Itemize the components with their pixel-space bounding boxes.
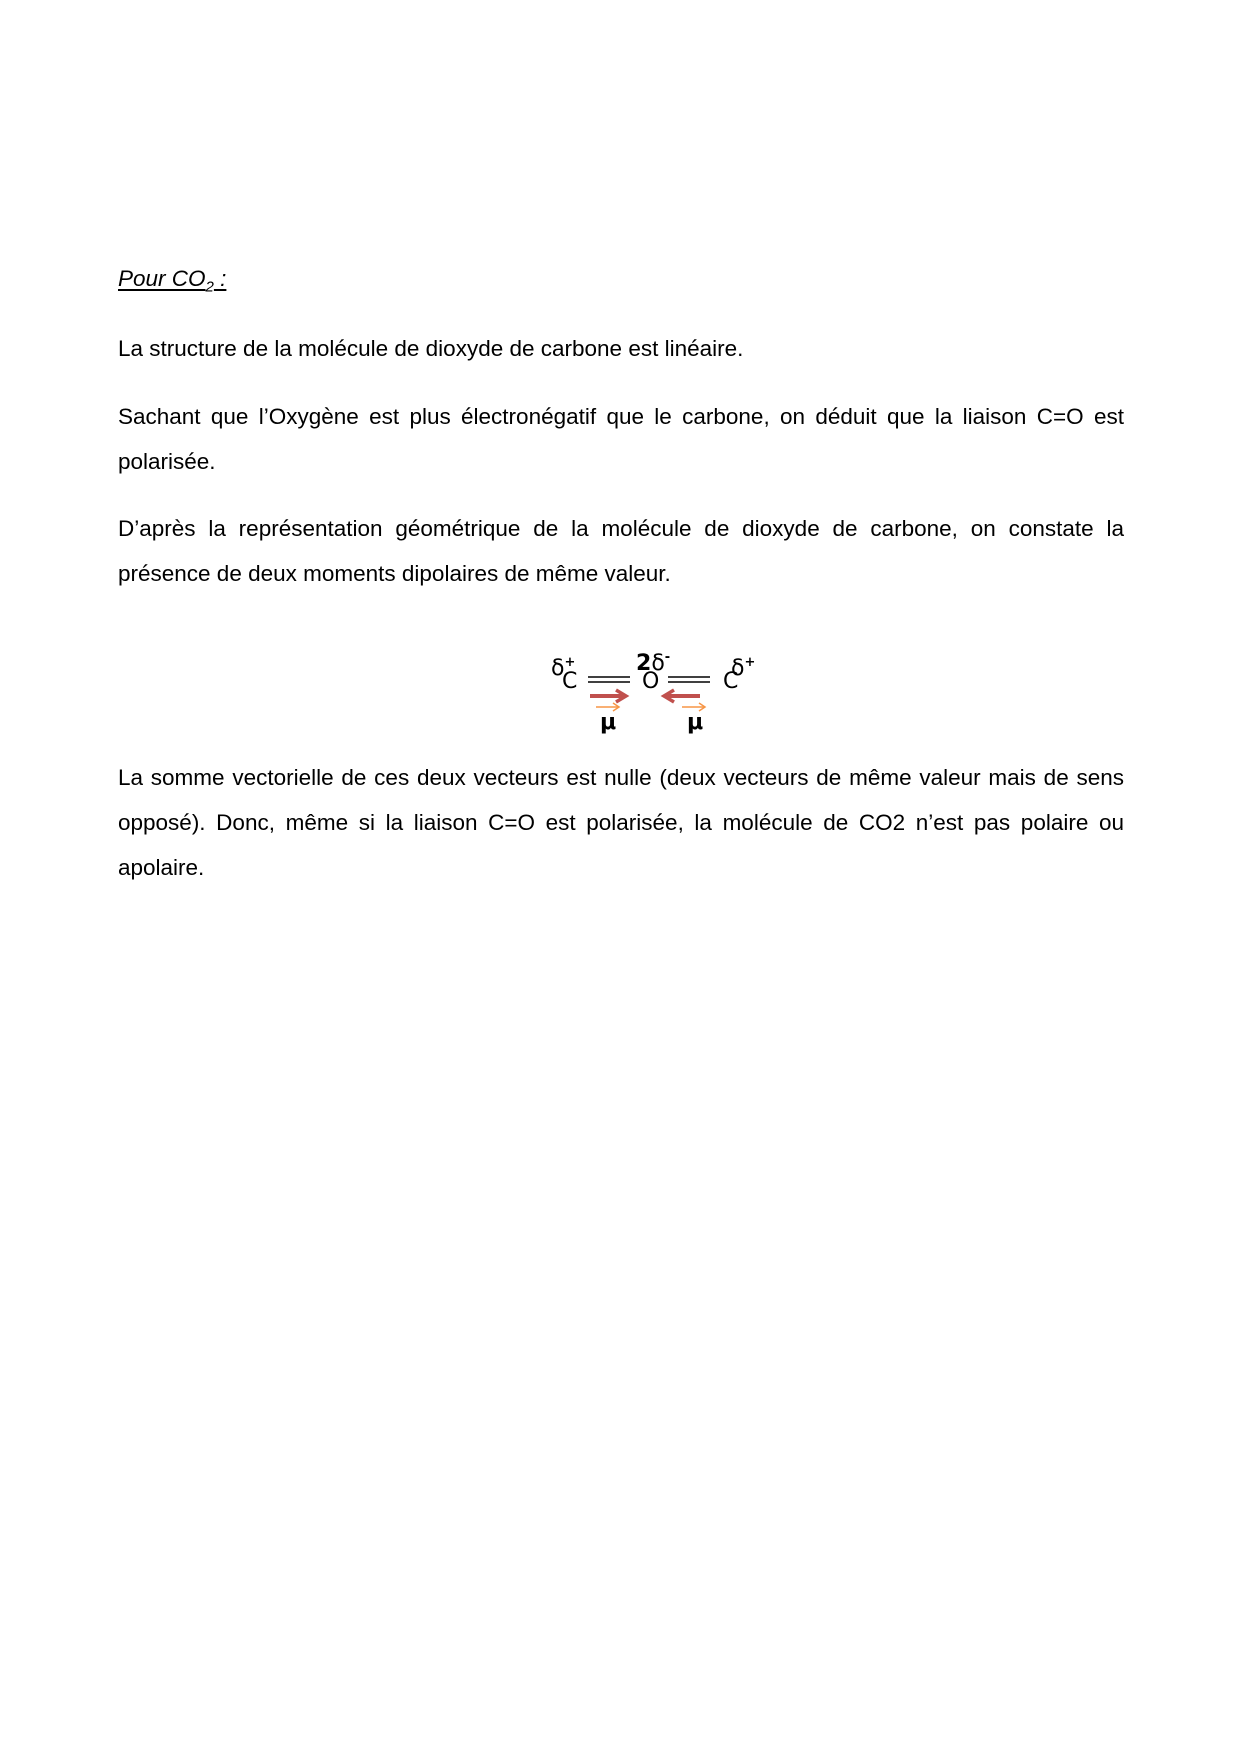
heading-prefix: Pour CO xyxy=(118,266,206,291)
right-partial-charge xyxy=(731,655,755,681)
section-heading xyxy=(118,264,226,294)
left-mu-label: μ xyxy=(600,710,617,735)
right-mu-label: μ xyxy=(687,710,704,735)
center-charge-sign: - xyxy=(664,650,671,665)
left-delta: δ xyxy=(551,656,565,681)
paragraph-structure: La structure de la molécule de dioxyde de carbone est linéaire. xyxy=(118,336,744,361)
heading-suffix: : xyxy=(213,266,227,291)
right-delta: δ xyxy=(731,656,745,681)
paragraph-dipole-moments: D’après la représentation géométrique de la molécule de dioxyde de carbone, on constate la présence de deux moments dipolaires de même valeur. xyxy=(118,516,1124,586)
co2-dipole-diagram xyxy=(540,648,780,748)
center-oxygen-atom: O xyxy=(642,669,660,694)
right-carbon-atom: C xyxy=(723,669,739,694)
center-charge-coefficient: 2 xyxy=(636,651,652,676)
left-charge-sign: + xyxy=(564,655,576,670)
paragraph-conclusion: La somme vectorielle de ces deux vecteurs est nulle (deux vecteurs de même valeur mais de sens opposé). Donc, même si la liaison C=O est polarisée, la molécule de CO2 n’est pas polaire ou apolaire. xyxy=(118,765,1124,880)
heading-subscript: 2 xyxy=(205,278,214,296)
left-carbon-atom: C xyxy=(562,669,578,694)
center-delta: δ xyxy=(651,651,665,676)
right-charge-sign: + xyxy=(744,655,756,670)
paragraph-electronegativity: Sachant que l’Oxygène est plus électronégatif que le carbone, on déduit que la liaison C=O est polarisée. xyxy=(118,404,1124,474)
